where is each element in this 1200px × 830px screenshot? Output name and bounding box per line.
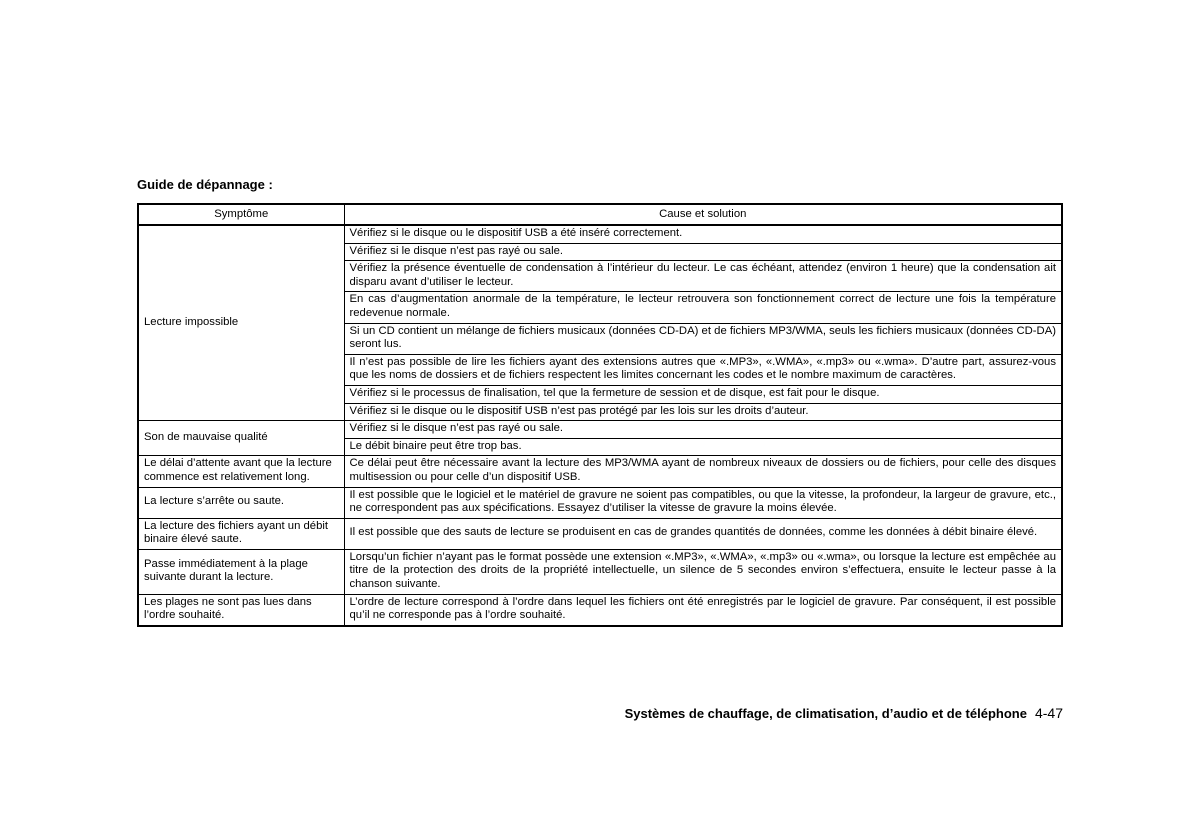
solution-cell: Si un CD contient un mélange de fichiers musicaux (données CD-DA) et de fichiers MP3/WMA, seuls les fichiers musicaux (données CD-DA) seront lus. (344, 323, 1062, 354)
symptom-cell: Lecture impossible (138, 225, 344, 421)
troubleshooting-table (137, 203, 1063, 627)
solution-cell: L’ordre de lecture correspond à l’ordre dans lequel les fichiers ont été enregistrés par le logiciel de gravure. Par conséquent, il est possible qu’il ne corresponde pas à l’ordre souhaité. (344, 594, 1062, 626)
table-row (138, 456, 1062, 487)
page-number: 4-47 (1034, 705, 1063, 721)
table-row (138, 225, 1062, 243)
section-heading: Guide de dépannage : (137, 177, 273, 192)
solution-cell: Ce délai peut être nécessaire avant la lecture des MP3/WMA ayant de nombreux niveaux de dossiers ou de fichiers, pour celle des disques multisession ou pour celle d’un dispositif USB. (344, 456, 1062, 487)
symptom-cell: Les plages ne sont pas lues dans l’ordre souhaité. (138, 594, 344, 626)
solution-cell: Lorsqu’un fichier n’ayant pas le format possède une extension «.MP3», «.WMA», «.mp3» ou «.wma», ou lorsque la lecture est empêchée au titre de la protection des droits de la propriété intellectuelle, un silence de 5 secondes environ s’effectuera, ensuite le lecteur passe à la chanson suivante. (344, 549, 1062, 594)
solution-cell: Vérifiez la présence éventuelle de condensation à l’intérieur du lecteur. Le cas échéant, attendez (environ 1 heure) que la condensation ait disparu avant d’utiliser le lecteur. (344, 261, 1062, 292)
symptom-cell: La lecture des fichiers ayant un débit binaire élevé saute. (138, 518, 344, 549)
table-header-row (138, 204, 1062, 225)
symptom-cell: Son de mauvaise qualité (138, 421, 344, 456)
footer-section-title: Systèmes de chauffage, de climatisation, d’audio et de téléphone (624, 706, 1027, 721)
header-cause-solution: Cause et solution (344, 204, 1062, 225)
header-symptom: Symptôme (138, 204, 344, 225)
symptom-cell: Passe immédiatement à la plage suivante durant la lecture. (138, 549, 344, 594)
solution-cell: En cas d’augmentation anormale de la température, le lecteur retrouvera son fonctionnement correct de lecture une fois la température redevenue normale. (344, 292, 1062, 323)
symptom-cell: La lecture s’arrête ou saute. (138, 487, 344, 518)
solution-cell: Vérifiez si le disque n’est pas rayé ou sale. (344, 421, 1062, 439)
solution-cell: Il n’est pas possible de lire les fichiers ayant des extensions autres que «.MP3», «.WMA», «.mp3» ou «.wma». D’autre part, assurez-vous que les noms de dossiers et de fichiers respectent les limites concernant les codes et le nombre maximum de caractères. (344, 354, 1062, 385)
solution-cell: Il est possible que le logiciel et le matériel de gravure ne soient pas compatibles, ou que la vitesse, la profondeur, la largeur de gravure, etc., ne correspondent pas aux spécifications. Essayez d’utiliser la vitesse de gravure la moins élevée. (344, 487, 1062, 518)
table-row (138, 421, 1062, 439)
table-row (138, 594, 1062, 626)
table-row (138, 518, 1062, 549)
table-row (138, 487, 1062, 518)
solution-cell: Vérifiez si le disque ou le dispositif USB a été inséré correctement. (344, 225, 1062, 243)
symptom-cell: Le délai d’attente avant que la lecture commence est relativement long. (138, 456, 344, 487)
page-footer (625, 705, 1063, 721)
solution-cell: Vérifiez si le disque n’est pas rayé ou sale. (344, 243, 1062, 261)
solution-cell: Le débit binaire peut être trop bas. (344, 438, 1062, 456)
solution-cell: Il est possible que des sauts de lecture se produisent en cas de grandes quantités de données, comme les données à débit binaire élevé. (344, 518, 1062, 549)
solution-cell: Vérifiez si le processus de finalisation, tel que la fermeture de session et de disque, est fait pour le disque. (344, 385, 1062, 403)
table-row (138, 549, 1062, 594)
solution-cell: Vérifiez si le disque ou le dispositif USB n’est pas protégé par les lois sur les droits d’auteur. (344, 403, 1062, 421)
